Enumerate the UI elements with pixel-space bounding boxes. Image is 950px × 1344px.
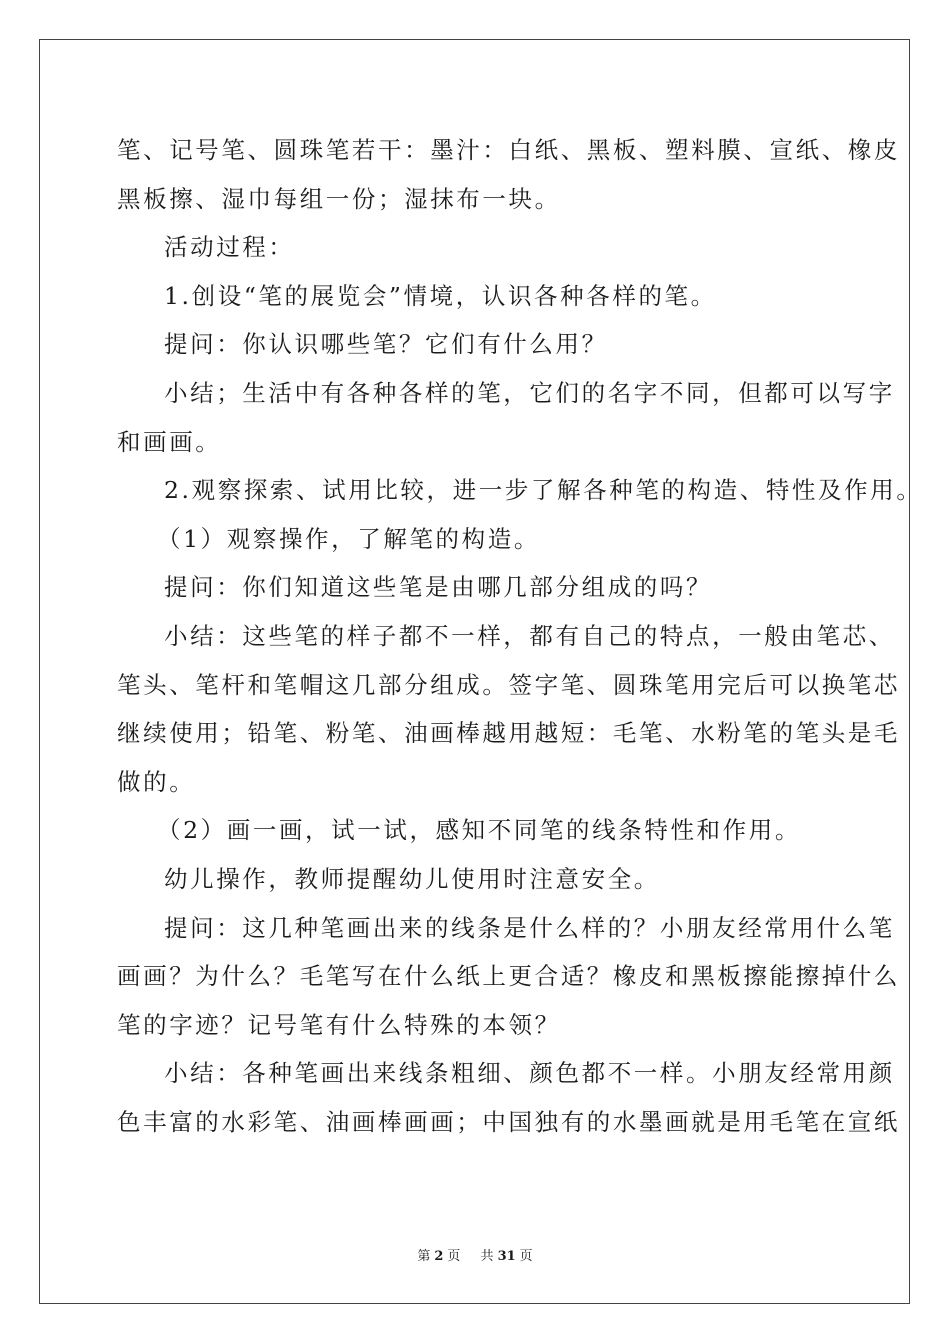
body-line: 小结：这些笔的样子都不一样，都有自己的特点，一般由笔芯、 bbox=[164, 621, 895, 650]
document-body bbox=[117, 126, 923, 1146]
body-line: 提问：你们知道这些笔是由哪几部分组成的吗？ bbox=[164, 573, 713, 602]
body-line: 黑板擦、湿巾每组一份；湿抹布一块。 bbox=[117, 184, 561, 213]
body-line: 提问：这几种笔画出来的线条是什么样的？小朋友经常用什么笔 bbox=[164, 913, 895, 942]
body-line: 幼儿操作，教师提醒幼儿使用时注意安全。 bbox=[164, 864, 660, 893]
substep-heading: （2）画一画，试一试，感知不同笔的线条特性和作用。 bbox=[157, 816, 801, 845]
body-line: 和画画。 bbox=[117, 427, 222, 456]
step-heading: 1.创设“笔的展览会”情境，认识各种各样的笔。 bbox=[164, 281, 717, 310]
page-prefix: 第 bbox=[417, 1249, 431, 1264]
section-heading: 活动过程： bbox=[164, 233, 295, 262]
total-pages: 31 bbox=[497, 1249, 516, 1264]
total-indicator bbox=[477, 1249, 537, 1264]
total-prefix: 共 bbox=[480, 1249, 494, 1264]
body-line: 笔、记号笔、圆珠笔若干：墨汁：白纸、黑板、塑料膜、宣纸、橡皮 bbox=[117, 136, 900, 164]
page-indicator bbox=[413, 1249, 464, 1264]
substep-heading: （1）观察操作，了解笔的构造。 bbox=[157, 524, 540, 553]
body-line: 小结；生活中有各种各样的笔，它们的名字不同，但都可以写字 bbox=[164, 378, 895, 407]
body-line: 画画？为什么？毛笔写在什么纸上更合适？橡皮和黑板擦能擦掉什么 bbox=[117, 962, 900, 991]
step-heading: 2.观察探索、试用比较，进一步了解各种笔的构造、特性及作用。 bbox=[164, 476, 923, 505]
body-line: 笔的字迹？记号笔有什么特殊的本领？ bbox=[117, 1010, 561, 1039]
total-suffix: 页 bbox=[519, 1249, 533, 1264]
page-number: 2 bbox=[434, 1249, 444, 1264]
body-line: 色丰富的水彩笔、油画棒画画；中国独有的水墨画就是用毛笔在宣纸 bbox=[117, 1107, 900, 1136]
body-line: 笔头、笔杆和笔帽这几部分组成。签字笔、圆珠笔用完后可以换笔芯 bbox=[117, 670, 900, 699]
body-line: 继续使用；铅笔、粉笔、油画棒越用越短：毛笔、水粉笔的笔头是毛 bbox=[117, 719, 900, 748]
body-line: 做的。 bbox=[117, 767, 196, 796]
page-suffix: 页 bbox=[447, 1249, 461, 1264]
body-line: 小结：各种笔画出来线条粗细、颜色都不一样。小朋友经常用颜 bbox=[164, 1059, 895, 1088]
page-footer bbox=[0, 1245, 950, 1264]
body-line: 提问：你认识哪些笔？它们有什么用？ bbox=[164, 330, 608, 359]
